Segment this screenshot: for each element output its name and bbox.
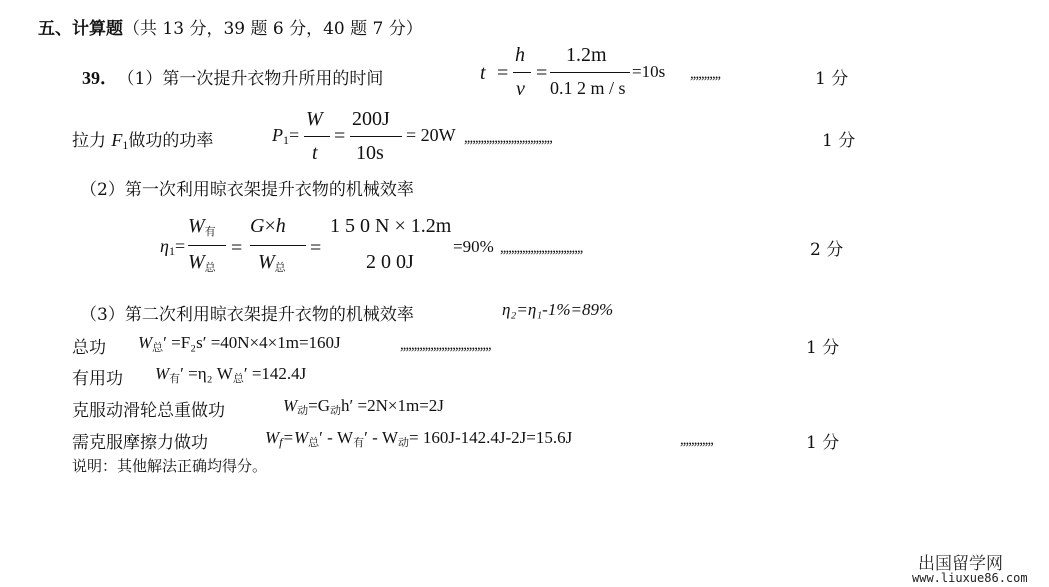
useful-rest: ′ =142.4J	[243, 364, 307, 383]
points: 1 分	[822, 131, 856, 151]
fraction-h-over-v	[513, 44, 531, 104]
section-title: 五、计算题	[38, 19, 123, 39]
total-work-formula	[138, 333, 341, 355]
part2-text: （2）第一次利用晾衣架提升衣物的机械效率	[80, 180, 414, 200]
var-h: h	[275, 215, 286, 237]
equals: =	[310, 237, 322, 259]
frac-den	[188, 251, 216, 275]
frac-den	[258, 251, 286, 275]
frac-num	[188, 215, 216, 239]
sub-dong: 动	[398, 437, 410, 449]
var-W: W	[188, 251, 205, 273]
question-number: 39．	[82, 68, 118, 88]
var-W: W	[138, 333, 153, 352]
remark: 说明：其他解法正确均得分。	[72, 457, 268, 475]
dots: ,,,,,,,,,,,,,,,,,,,,,,,,,,,,,,,,,	[400, 337, 491, 353]
pulley-work-label: 克服动滑轮总重做功	[72, 401, 225, 421]
var-eta: η	[160, 236, 169, 256]
fraction-Wyou-over-Wzong	[188, 215, 228, 279]
pulley-work-formula	[283, 396, 444, 418]
friction-m2: ′ - W	[364, 428, 399, 447]
var-W: W	[265, 428, 280, 447]
frac-num: 200J	[352, 108, 390, 130]
frac-num: h	[515, 44, 525, 66]
sub-1: 1	[122, 138, 129, 152]
pulley-rest: h′ =2N×1m=2J	[341, 396, 444, 415]
frac-num: 1 5 0 N × 1.2m	[330, 215, 452, 237]
friction-eq: =W	[282, 428, 309, 447]
points: 1 分	[806, 433, 840, 453]
var-W: W	[188, 215, 205, 237]
equals: =	[536, 62, 548, 84]
frac-den: t	[312, 142, 318, 164]
result: =90%	[453, 237, 494, 256]
points: 1 分	[815, 69, 849, 89]
sub-dong: 动	[297, 405, 309, 417]
part3-formula: η₂=η₁-1%=89%	[502, 300, 614, 319]
power-text: 拉力	[72, 131, 106, 151]
sub-zong: 总	[232, 373, 244, 385]
equals: =	[174, 236, 186, 256]
frac-num: W	[306, 108, 323, 130]
sub-dong: 动	[330, 405, 342, 417]
frac-den: 2 0 0J	[366, 251, 414, 273]
total-work-label: 总功	[72, 338, 106, 358]
sub-f: f	[279, 435, 283, 449]
q39-part1-line	[82, 64, 383, 90]
frac-num: 1.2m	[566, 44, 607, 66]
watermark-url: www.liuxue86.com	[912, 571, 1028, 585]
equals: =	[289, 125, 300, 145]
equals: =	[334, 125, 346, 147]
sub-zong: 总	[152, 342, 164, 354]
watermark-logo-text: 出国留学网	[918, 554, 1003, 574]
friction-work-formula	[265, 428, 572, 450]
sub-1: 1	[283, 133, 289, 147]
pulley-mid: =G	[308, 396, 331, 415]
points: 2 分	[810, 240, 844, 260]
dots: ,,,,,,,,,,,,	[680, 432, 713, 448]
friction-m1: ′ - W	[319, 428, 354, 447]
sub-you: 有	[353, 437, 365, 449]
power-line	[72, 126, 213, 153]
result: = 20W	[406, 125, 456, 145]
dots: ,,,,,,,,,,,,,,,,,,,,,,,,,,,,,,	[500, 240, 583, 256]
var-G: G	[250, 215, 265, 237]
friction-work-label: 需克服摩擦力做功	[72, 433, 208, 453]
part3-text: （3）第二次利用晾衣架提升衣物的机械效率	[80, 305, 414, 325]
sub-zong: 总	[204, 262, 216, 274]
fraction-Gh-over-Wzong	[250, 215, 306, 279]
points: 1 分	[806, 338, 840, 358]
result: =10s	[632, 62, 666, 81]
friction-rest: = 160J-142.4J-2J=15.6J	[409, 428, 573, 447]
frac-den: v	[516, 78, 525, 100]
section-note: （共 13 分，39 题 6 分，40 题 7 分）	[123, 19, 423, 39]
var-W: W	[155, 364, 170, 383]
var-t: t	[480, 62, 486, 84]
sub-you: 有	[169, 373, 181, 385]
fraction-W-over-t	[304, 108, 332, 168]
fraction-values	[350, 108, 402, 168]
sub-1: 1	[168, 244, 175, 258]
var-W: W	[283, 396, 298, 415]
frac-num	[250, 215, 286, 238]
sub-you: 有	[204, 226, 216, 238]
equals: =	[231, 237, 243, 259]
part1-text: （1）第一次提升衣物升所用的时间	[126, 69, 384, 89]
sub-zong: 总	[274, 262, 286, 274]
fraction-values	[550, 44, 630, 104]
frac-den: 10s	[356, 142, 384, 164]
fraction-values	[330, 215, 450, 279]
eta1-label	[160, 236, 185, 259]
times: ×	[264, 215, 276, 237]
frac-den: 0.1 2 m / s	[550, 78, 626, 98]
var-P: P	[272, 125, 283, 145]
equals: =	[497, 62, 509, 84]
useful-mid: ′ =η₂ W	[180, 364, 233, 383]
total-rest: ′ =F₂s′ =40N×4×1m=160J	[163, 333, 341, 352]
sub-zong: 总	[308, 437, 320, 449]
useful-work-label: 有用功	[72, 369, 123, 389]
dots: ,,,,,,,,,,,	[690, 66, 721, 82]
dots: ,,,,,,,,,,,,,,,,,,,,,,,,,,,,,,,,	[464, 130, 552, 146]
useful-work-formula	[155, 364, 306, 386]
section-header	[38, 14, 423, 39]
P1-label	[272, 125, 299, 148]
var-F: F	[111, 130, 123, 150]
var-W: W	[258, 251, 275, 273]
power-text2: 做功的功率	[128, 131, 214, 151]
